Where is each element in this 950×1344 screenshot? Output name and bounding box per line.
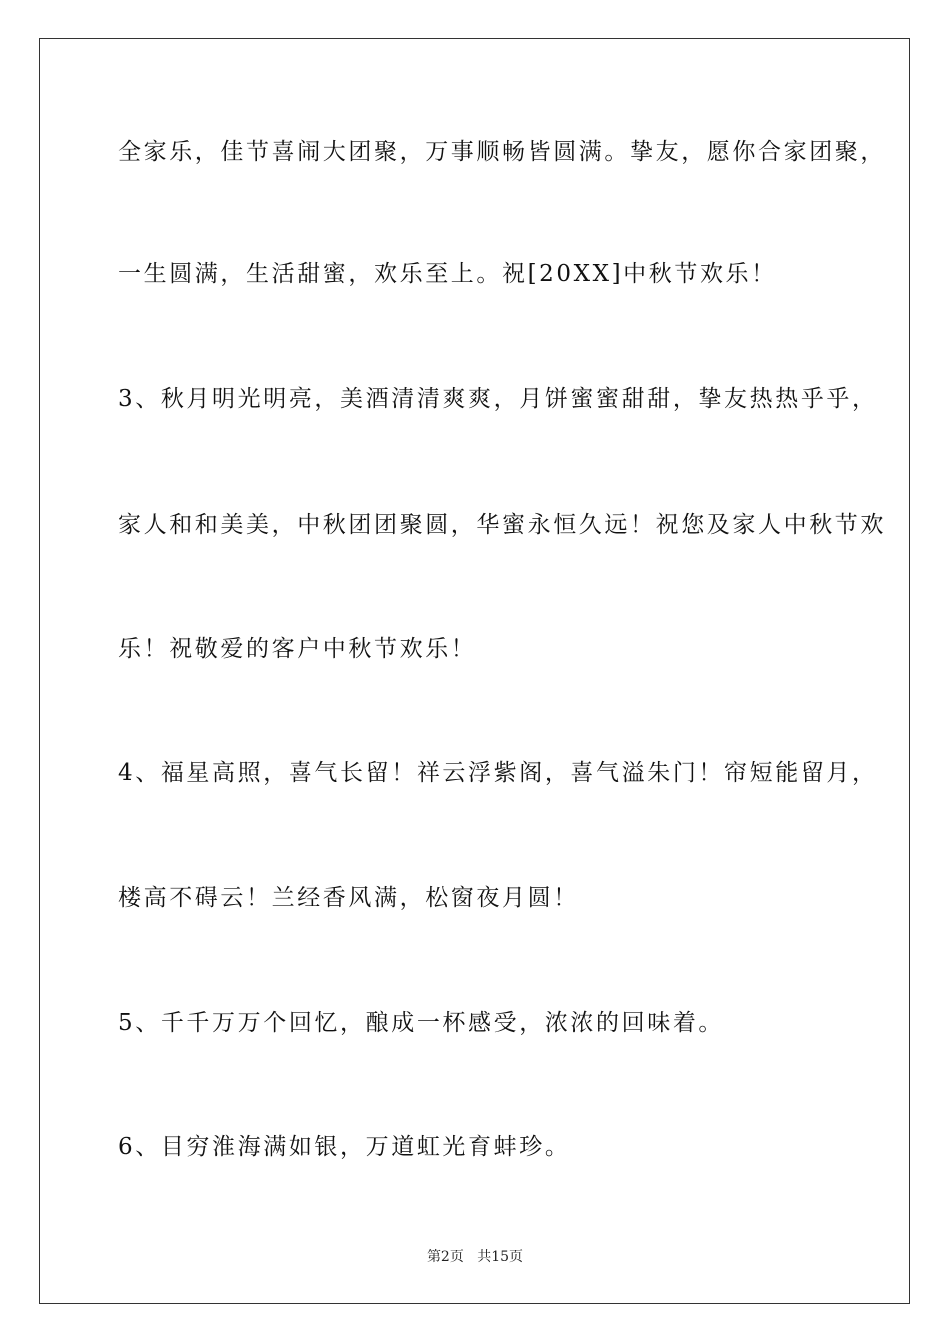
page-footer	[0, 1248, 950, 1266]
text-line: 5、千千万万个回忆，酿成一杯感受，浓浓的回味着。	[118, 1010, 725, 1036]
text-line: 6、目穷淮海满如银，万道虹光育蚌珍。	[118, 1134, 571, 1160]
text-line: 全家乐，佳节喜闹大团聚，万事顺畅皆圆满。挚友，愿你合家团聚，	[118, 139, 886, 165]
text-line: 3、秋月明光明亮，美酒清清爽爽，月饼蜜蜜甜甜，挚友热热乎乎，	[118, 386, 878, 412]
total-pages: 共15页	[477, 1249, 524, 1265]
text-line: 楼高不碍云！兰经香风满，松窗夜月圆！	[118, 885, 579, 911]
page-border	[39, 38, 910, 1304]
text-line: 4、福星高照，喜气长留！祥云浮紫阁，喜气溢朱门！帘短能留月，	[118, 760, 878, 786]
page-number: 第2页	[426, 1249, 464, 1265]
text-line: 乐！祝敬爱的客户中秋节欢乐！	[118, 636, 477, 662]
text-line: 一生圆满，生活甜蜜，欢乐至上。祝[20XX]中秋节欢乐！	[118, 261, 777, 287]
text-line: 家人和和美美，中秋团团聚圆，华蜜永恒久远！祝您及家人中秋节欢	[118, 512, 886, 538]
